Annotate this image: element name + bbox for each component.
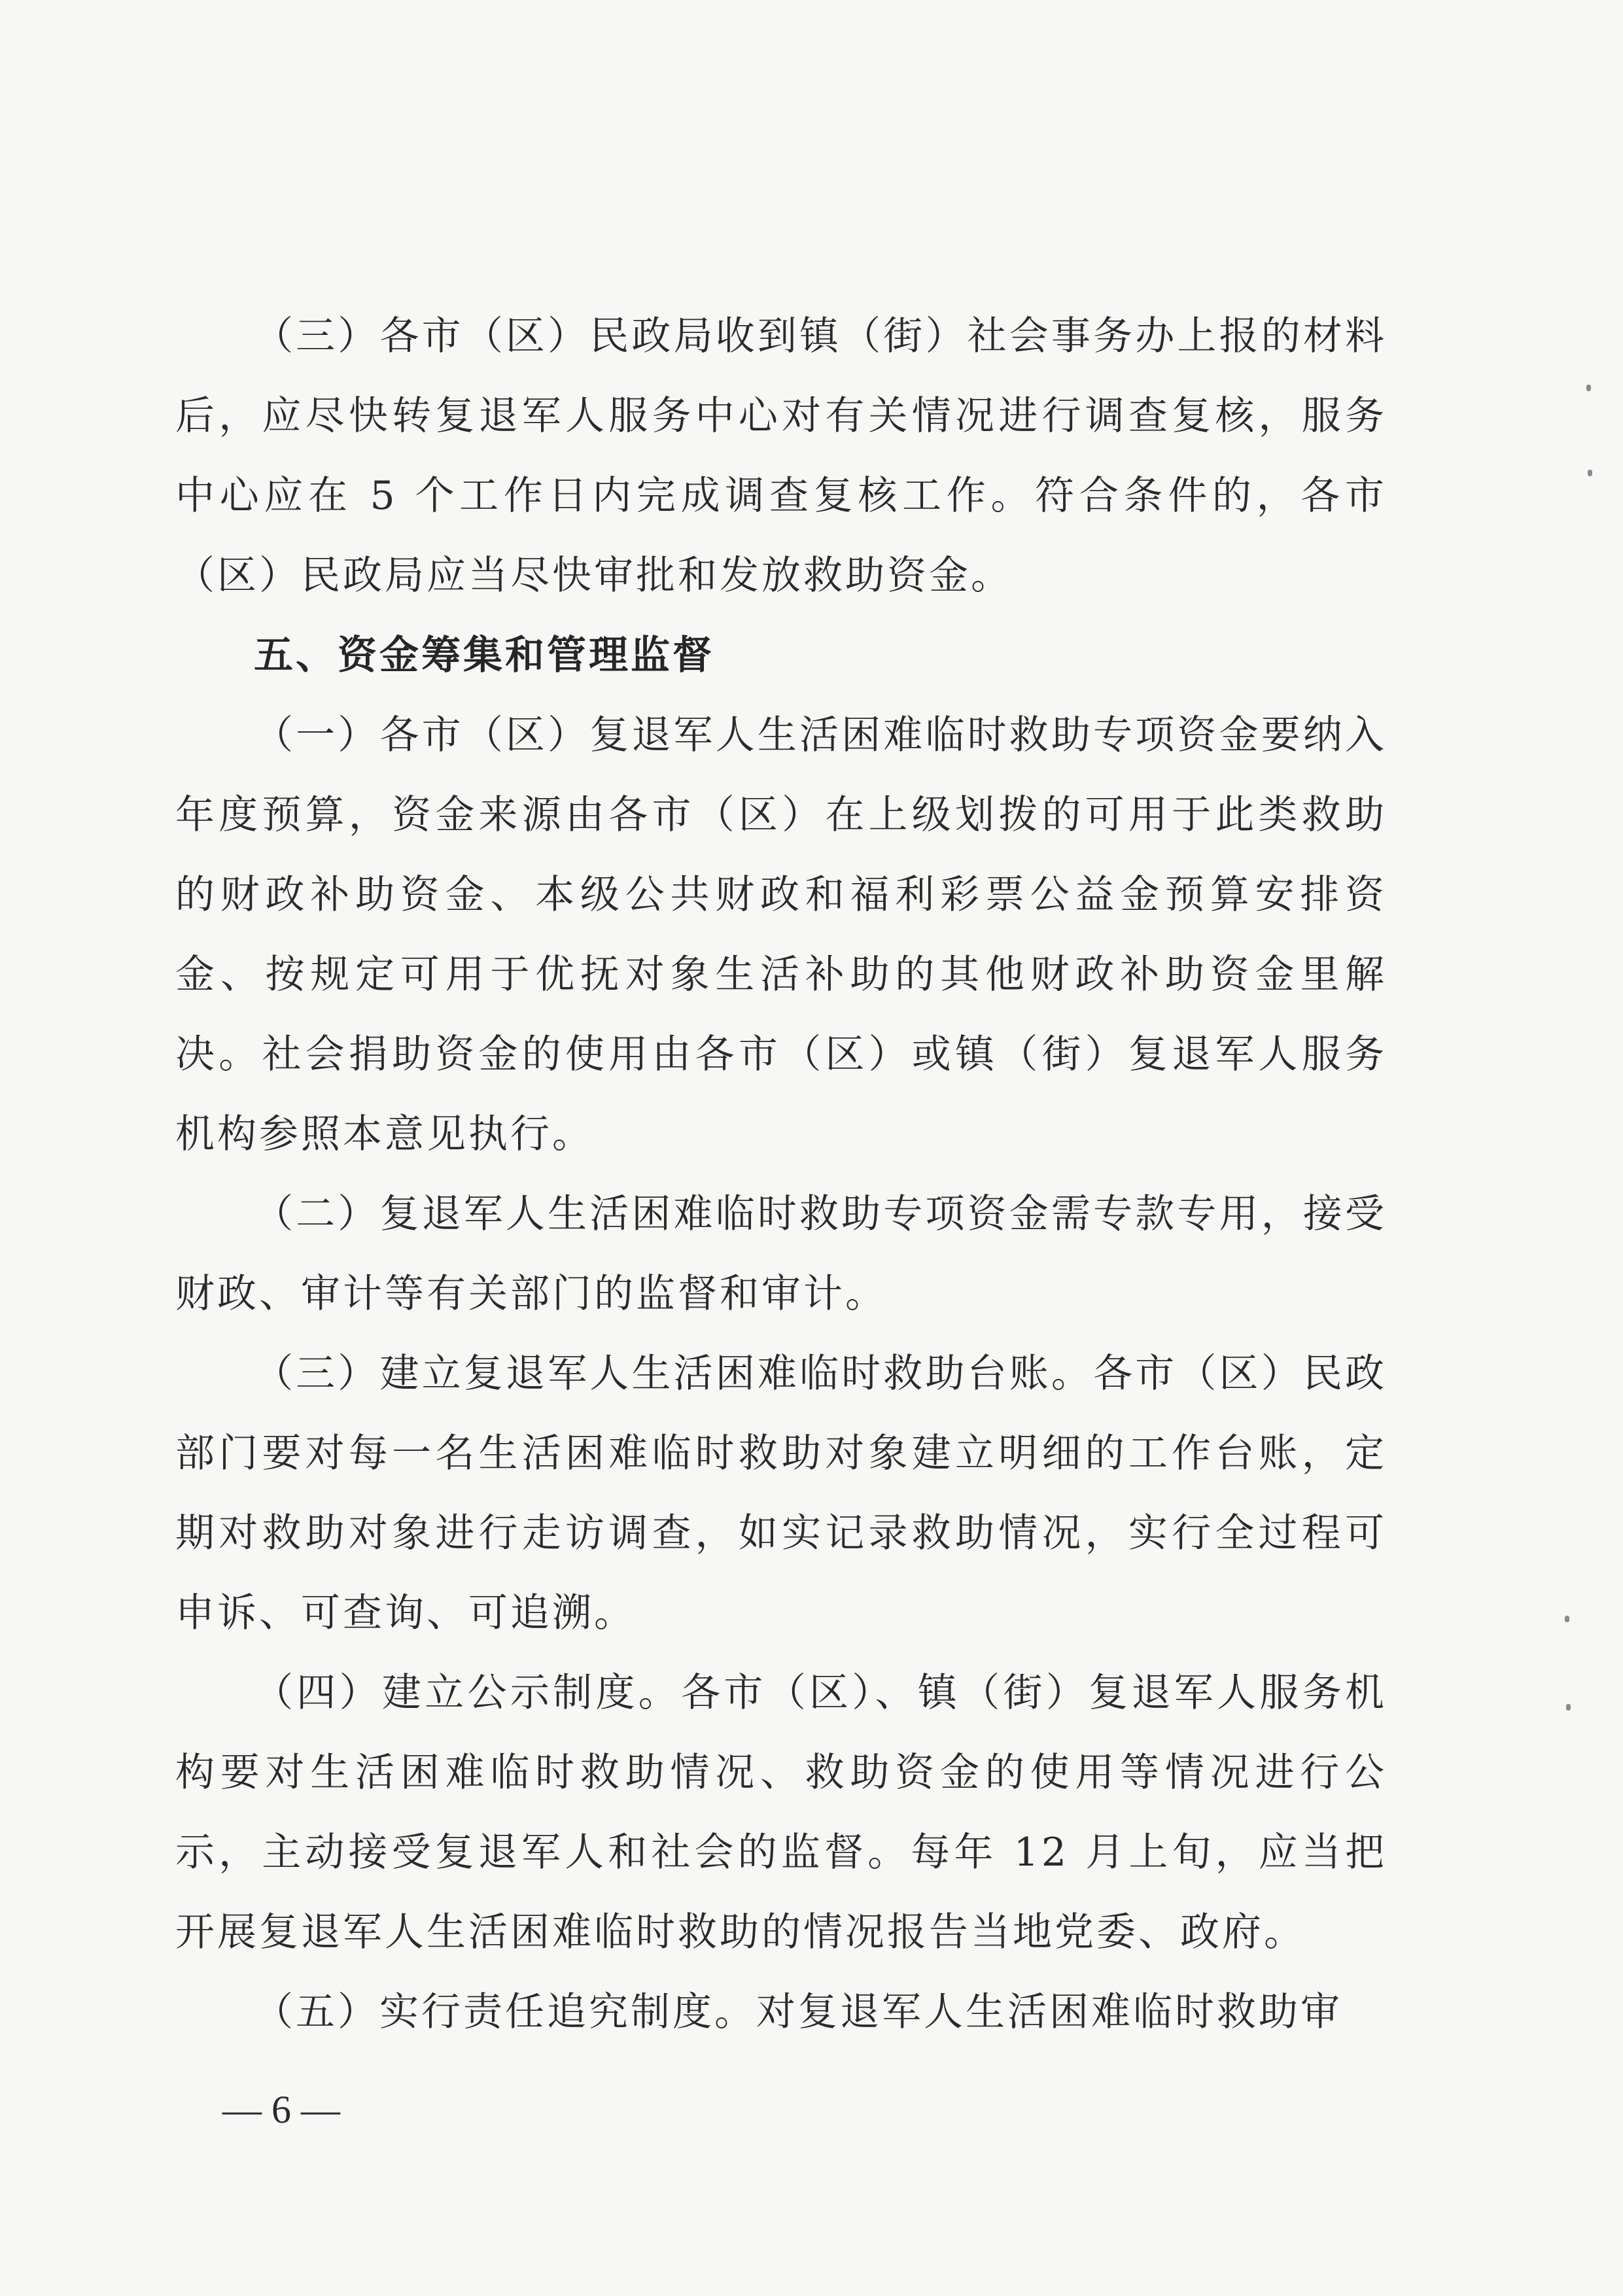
document-body	[175, 296, 1387, 2052]
binding-hole-mark	[1588, 470, 1592, 476]
paragraph-publicity: （四）建立公示制度。各市（区）、镇（街）复退军人服务机构要对生活困难临时救助情况、救助资金的使用等情况进行公示，主动接受复退军人和社会的监督。每年 12 月上旬，应当把开展复退军人生活困难临时救助的情况报告当地党委、政府。	[175, 1670, 1387, 1955]
paragraph-review-process: （三）各市（区）民政局收到镇（街）社会事务办上报的材料后，应尽快转复退军人服务中心对有关情况进行调查复核，服务中心应在 5 个工作日内完成调查复核工作。符合条件的，各市（区）民政局应当尽快审批和发放救助资金。	[175, 313, 1387, 599]
binding-hole-mark	[1566, 1704, 1571, 1711]
page-number: — 6 —	[222, 2088, 340, 2131]
paragraph-ledger: （三）建立复退军人生活困难临时救助台账。各市（区）民政部门要对每一名生活困难临时救助对象建立明细的工作台账，定期对救助对象进行走访调查，如实记录救助情况，实行全过程可申诉、可查询、可追溯。	[175, 1351, 1387, 1636]
paragraph-funding-sources: （一）各市（区）复退军人生活困难临时救助专项资金要纳入年度预算，资金来源由各市（区）在上级划拨的可用于此类救助的财政补助资金、本级公共财政和福利彩票公益金预算安排资金、按规定可用于优抚对象生活补助的其他财政补助资金里解决。社会捐助资金的使用由各市（区）或镇（街）复退军人服务机构参照本意见执行。	[175, 712, 1387, 1157]
section-heading-funding: 五、资金筹集和管理监督	[254, 633, 714, 678]
paragraph-special-funds: （二）复退军人生活困难临时救助专项资金需专款专用，接受财政、审计等有关部门的监督和审计。	[175, 1191, 1387, 1317]
binding-hole-mark	[1565, 1616, 1569, 1622]
paragraph-accountability: （五）实行责任追究制度。对复退军人生活困难临时救助审	[254, 1989, 1342, 2035]
binding-hole-mark	[1586, 385, 1591, 391]
